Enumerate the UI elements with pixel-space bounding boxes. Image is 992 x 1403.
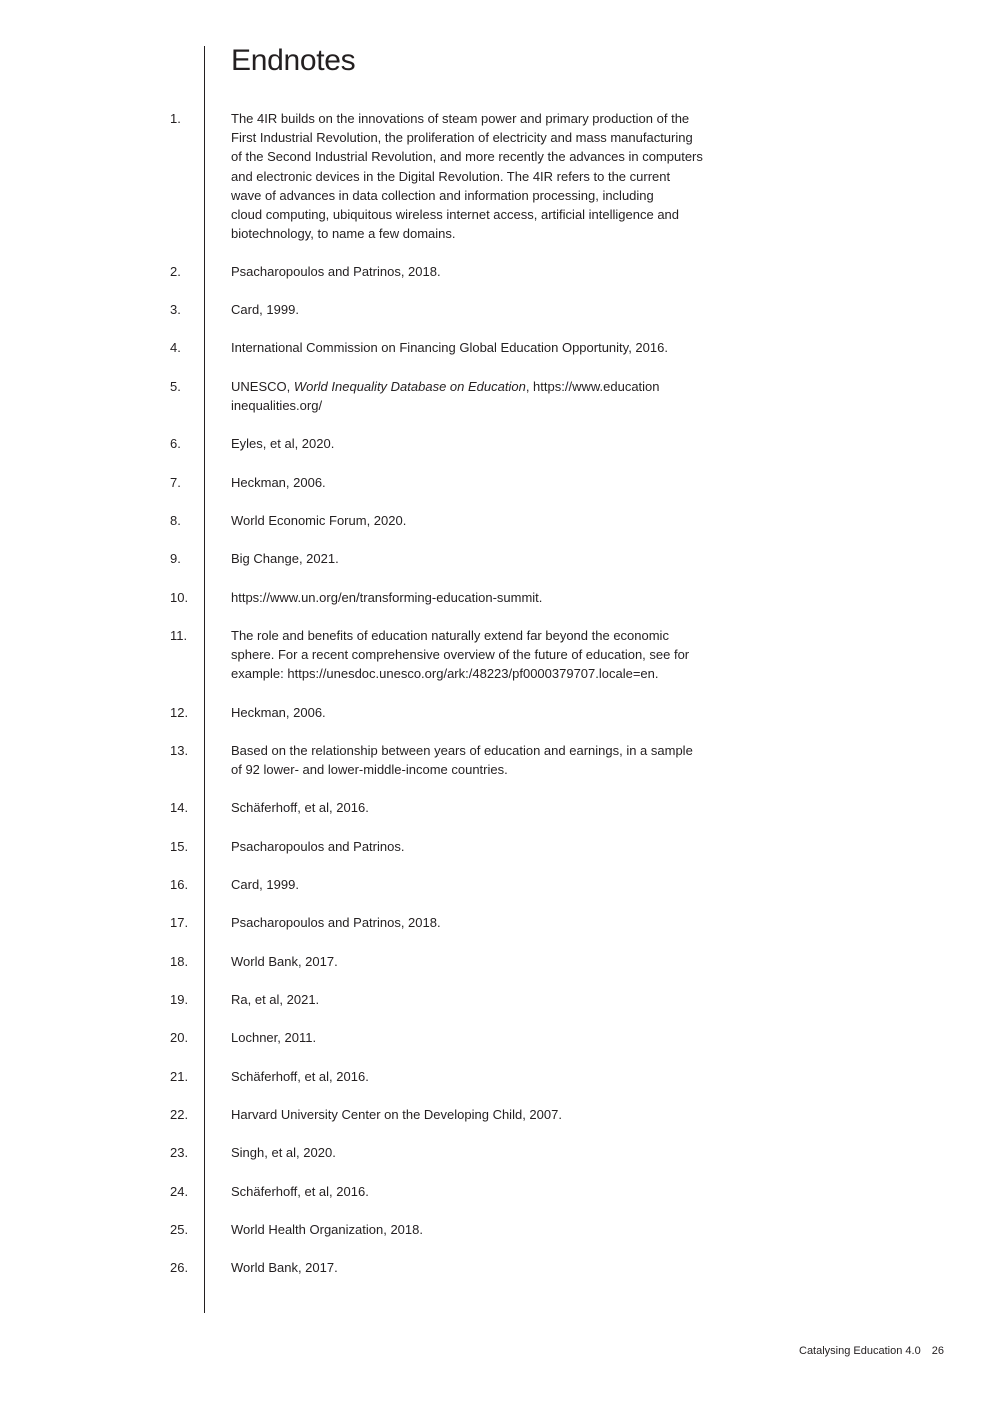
endnote-number: 24. <box>170 1184 189 1199</box>
vertical-rule <box>204 46 205 1313</box>
endnote-text <box>231 741 766 779</box>
footer-publication-title: Catalysing Education 4.0 <box>799 1345 921 1357</box>
endnote-text <box>231 1028 766 1047</box>
endnote-number: 2. <box>170 264 181 279</box>
endnote-text <box>231 990 766 1009</box>
endnote-line: Big Change, 2021. <box>231 551 339 566</box>
endnote-number: 13. <box>170 743 189 758</box>
endnote-text <box>231 511 766 530</box>
endnote-text <box>231 588 766 607</box>
endnote-line: First Industrial Revolution, the proliferation of electricity and mass manufacturing <box>231 130 693 146</box>
endnote-text <box>231 109 766 243</box>
endnote-number: 18. <box>170 954 189 969</box>
endnote-line: Psacharopoulos and Patrinos, 2018. <box>231 915 441 930</box>
endnote-number: 11. <box>170 628 188 643</box>
endnote-text <box>231 377 766 415</box>
endnote-line: inequalities.org/ <box>231 398 323 414</box>
page-footer <box>799 1344 944 1358</box>
endnote-line: Heckman, 2006. <box>231 705 326 720</box>
endnote-line: Schäferhoff, et al, 2016. <box>231 1069 369 1084</box>
footer-page-number: 26 <box>931 1345 944 1357</box>
endnote-line: World Bank, 2017. <box>231 954 338 969</box>
endnote-text <box>231 434 766 453</box>
endnote-line: sphere. For a recent comprehensive overview of the future of education, see for <box>231 647 690 663</box>
endnote-italic-title: World Inequality Database on Education <box>293 379 526 394</box>
endnote-number: 23. <box>170 1145 189 1160</box>
endnote-line: Schäferhoff, et al, 2016. <box>231 1184 369 1199</box>
endnote-line: example: https://unesdoc.unesco.org/ark:/48223/pf0000379707.locale=en. <box>231 666 659 682</box>
endnote-line: The role and benefits of education naturally extend far beyond the economic <box>231 628 669 643</box>
endnote-line: Psacharopoulos and Patrinos. <box>231 839 405 854</box>
endnote-line: and electronic devices in the Digital Revolution. The 4IR refers to the current <box>231 168 671 184</box>
endnote-text <box>231 952 766 971</box>
endnote-suffix: , https://www.education <box>525 379 660 394</box>
endnote-line: Singh, et al, 2020. <box>231 1145 336 1160</box>
endnote-number: 25. <box>170 1222 189 1237</box>
endnote-line: Lochner, 2011. <box>231 1030 317 1045</box>
endnote-line: Card, 1999. <box>231 302 299 317</box>
endnote-number: 9. <box>170 551 181 566</box>
endnote-number: 7. <box>170 475 181 490</box>
endnote-number: 19. <box>170 992 189 1007</box>
endnote-line: Heckman, 2006. <box>231 475 326 490</box>
endnote-number: 16. <box>170 877 189 892</box>
endnote-number: 6. <box>170 436 181 451</box>
endnote-line: Eyles, et al, 2020. <box>231 436 335 451</box>
endnote-text <box>231 1258 766 1277</box>
endnote-text <box>231 338 766 357</box>
endnote-number: 26. <box>170 1260 189 1275</box>
endnote-number: 3. <box>170 302 181 317</box>
endnote-line: International Commission on Financing Global Education Opportunity, 2016. <box>231 340 668 355</box>
endnote-text <box>231 473 766 492</box>
endnote-number: 20. <box>170 1030 189 1045</box>
endnote-line <box>231 377 766 396</box>
endnote-text <box>231 1220 766 1239</box>
endnote-text <box>231 626 766 684</box>
endnote-number: 21. <box>170 1069 189 1084</box>
endnote-line: World Health Organization, 2018. <box>231 1222 423 1237</box>
endnote-number: 5. <box>170 379 181 394</box>
endnote-text <box>231 875 766 894</box>
endnote-text <box>231 1182 766 1201</box>
endnote-line: https://www.un.org/en/transforming-education-summit. <box>231 590 543 605</box>
endnote-line: of the Second Industrial Revolution, and more recently the advances in computers <box>231 149 703 165</box>
endnote-line: biotechnology, to name a few domains. <box>231 226 456 242</box>
endnote-text <box>231 913 766 932</box>
endnote-number: 17. <box>170 915 189 930</box>
endnote-line: wave of advances in data collection and information processing, including <box>231 187 654 203</box>
endnote-number: 1. <box>170 111 181 126</box>
endnote-text <box>231 1067 766 1086</box>
endnote-line: cloud computing, ubiquitous wireless internet access, artificial intelligence and <box>231 207 680 223</box>
endnote-text <box>231 1105 766 1124</box>
endnote-prefix: UNESCO, <box>231 379 294 394</box>
endnote-line: World Bank, 2017. <box>231 1260 338 1275</box>
page-title: Endnotes <box>231 44 356 77</box>
endnote-number: 14. <box>170 800 189 815</box>
endnote-number: 4. <box>170 340 181 355</box>
endnote-number: 12. <box>170 705 189 720</box>
endnote-line: Schäferhoff, et al, 2016. <box>231 800 369 815</box>
endnote-line: Ra, et al, 2021. <box>231 992 320 1007</box>
endnote-number: 8. <box>170 513 181 528</box>
endnote-text <box>231 798 766 817</box>
endnote-line: Based on the relationship between years of education and earnings, in a sample <box>231 743 693 758</box>
endnote-number: 22. <box>170 1107 189 1122</box>
endnote-line: World Economic Forum, 2020. <box>231 513 407 528</box>
endnote-line: Psacharopoulos and Patrinos, 2018. <box>231 264 441 279</box>
endnote-number: 15. <box>170 839 189 854</box>
endnote-line: Harvard University Center on the Developing Child, 2007. <box>231 1107 562 1122</box>
endnote-text <box>231 703 766 722</box>
endnote-line: of 92 lower- and lower-middle-income countries. <box>231 762 508 778</box>
endnote-text <box>231 262 766 281</box>
endnote-number: 10. <box>170 590 189 605</box>
endnote-text <box>231 300 766 319</box>
endnote-line: Card, 1999. <box>231 877 299 892</box>
endnote-text <box>231 837 766 856</box>
endnote-text <box>231 549 766 568</box>
endnote-text <box>231 1143 766 1162</box>
endnote-line: The 4IR builds on the innovations of steam power and primary production of the <box>231 111 690 126</box>
